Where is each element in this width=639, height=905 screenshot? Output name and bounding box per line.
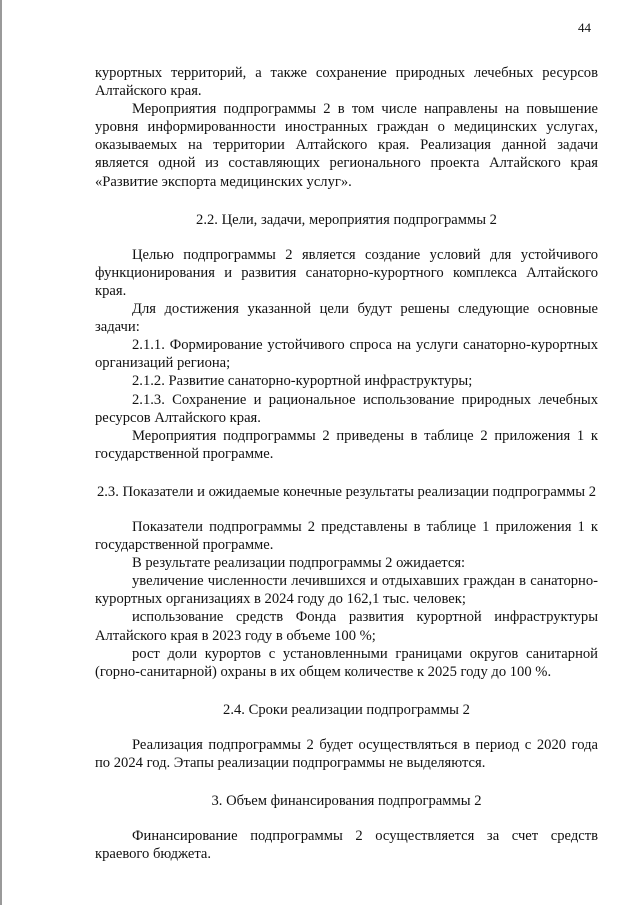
paragraph-financing: Финансирование подпрограммы 2 осуществляется за счет средств краевого бюджета. [95,828,598,863]
list-item-task-2: 2.1.2. Развитие санаторно-курортной инфраструктуры; [132,373,473,390]
paragraph-expected-intro: В результате реализации подпрограммы 2 ожидается: [132,555,466,572]
paragraph-foreign-citizens: Мероприятия подпрограммы 2 в том числе направлены на повышение уровня информированности иностранных граждан о медицинских услугах, оказываемых на территории Алтайского края. Реализация данной задачи является одной из составляющих регионального проекта Алтайского края «Развитие экспорта медицинских услуг». [95,101,598,190]
paragraph-timeline: Реализация подпрограммы 2 будет осуществляться в период с 2020 года по 2024 год. Этапы реализации подпрограммы не выделяются. [95,736,598,771]
paragraph-tasks-intro: Для достижения указанной цели будут решены следующие основные задачи: [95,301,598,336]
list-item-result-2: использование средств Фонда развития курортной инфраструктуры Алтайского края в 2023 году в объеме 100 %; [95,609,598,644]
list-item-result-3: рост доли курортов с установленными границами округов санитарной (горно-санитарной) охраны в их общем количестве к 2025 году до 100 %. [95,645,598,680]
paragraph-activities-table: Мероприятия подпрограммы 2 приведены в таблице 2 приложения 1 к государственной программе. [95,427,598,462]
list-item-task-1: 2.1.1. Формирование устойчивого спроса на услуги санаторно-курортных организаций региона; [95,337,598,372]
page-number: 44 [578,20,591,35]
paragraph-goal: Целью подпрограммы 2 является создание условий для устойчивого функционирования и развития санаторно-курортного комплекса Алтайского края. [95,246,598,299]
document-body [95,64,598,863]
heading-financing: 3. Объем финансирования подпрограммы 2 [211,793,482,810]
list-item-task-3: 2.1.3. Сохранение и рациональное использование природных лечебных ресурсов Алтайского края. [95,391,598,426]
list-item-result-1: увеличение численности лечившихся и отдыхавших граждан в санаторно-курортных организациях в 2024 году до 162,1 тыс. человек; [95,573,598,608]
heading-indicators-results: 2.3. Показатели и ожидаемые конечные результаты реализации подпрограммы 2 [96,483,597,500]
heading-timeline: 2.4. Сроки реализации подпрограммы 2 [223,701,470,718]
heading-goals-tasks: 2.2. Цели, задачи, мероприятия подпрограммы 2 [196,211,497,228]
paragraph-indicators-table: Показатели подпрограммы 2 представлены в таблице 1 приложения 1 к государственной программе. [95,518,598,554]
page-edge-line [0,0,2,905]
paragraph-resorts-continued: курортных территорий, а также сохранение природных лечебных ресурсов Алтайского края. [95,65,598,100]
